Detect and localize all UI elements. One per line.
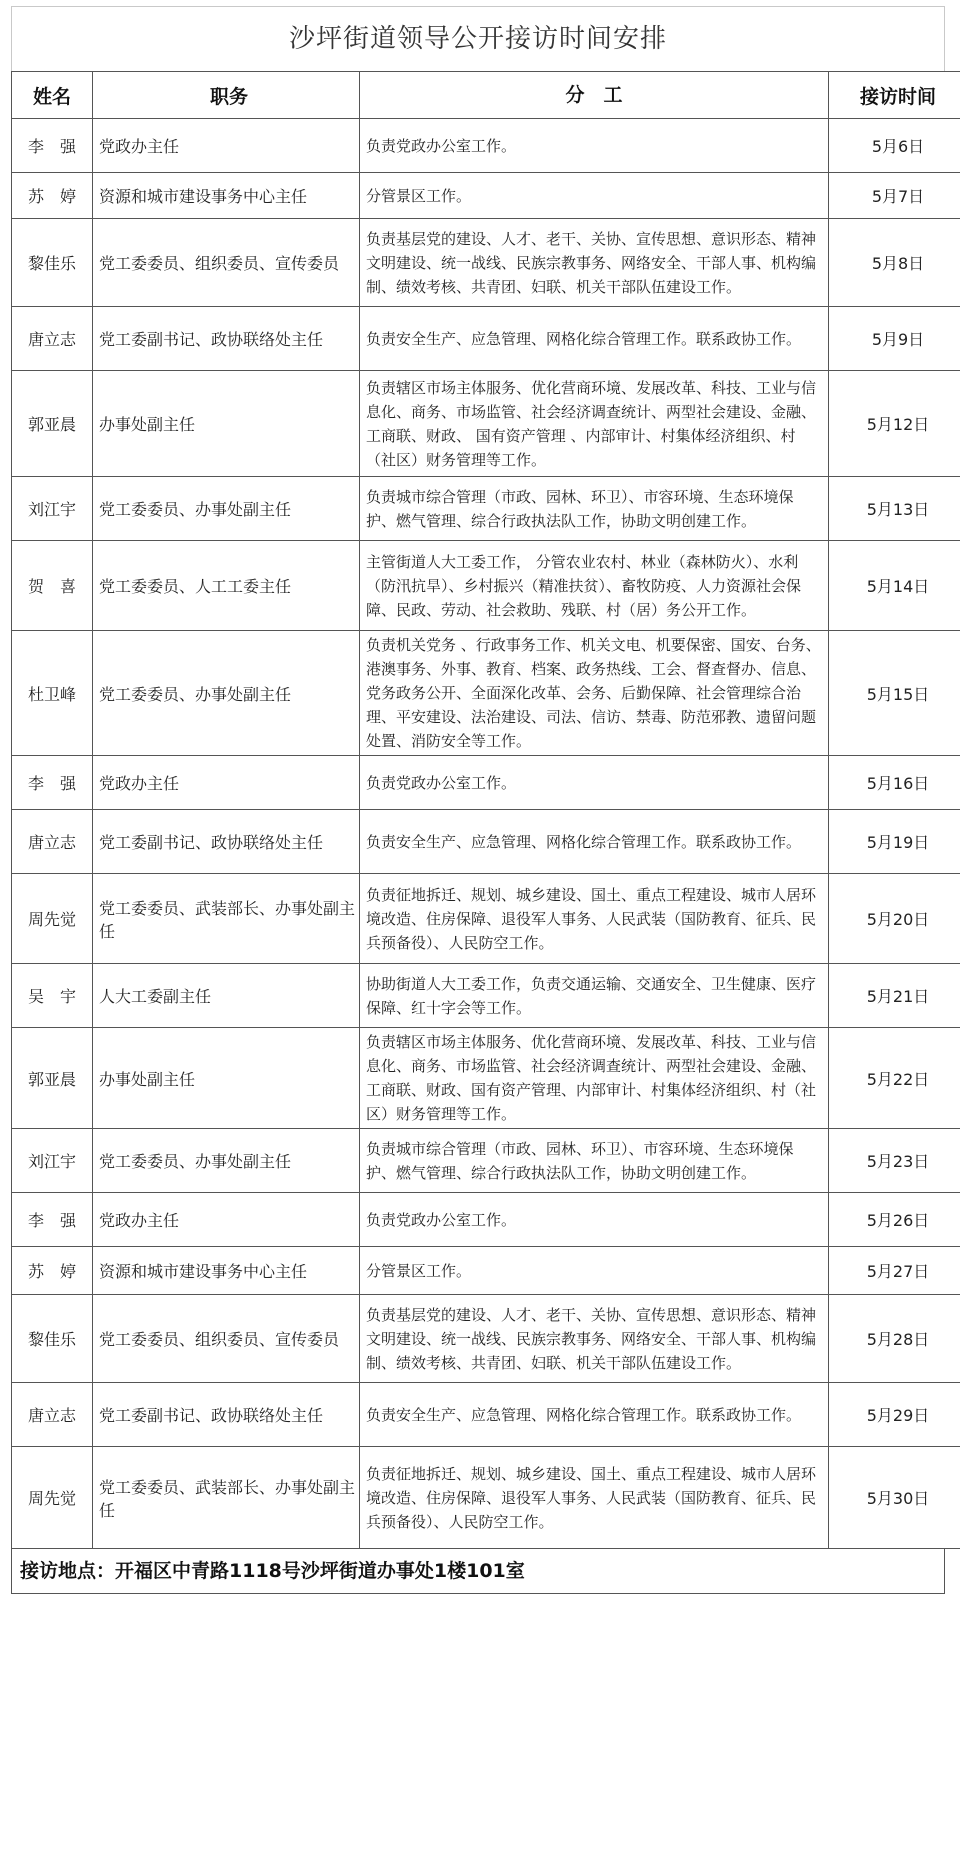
- cell-duty: 资源和城市建设事务中心主任: [93, 173, 360, 219]
- cell-time: 5月12日: [829, 371, 960, 477]
- cell-name: 黎佳乐: [12, 219, 93, 307]
- cell-time: 5月26日: [829, 1193, 960, 1247]
- table-row: [12, 307, 960, 371]
- cell-time: 5月8日: [829, 219, 960, 307]
- cell-name: 郭亚晨: [12, 371, 93, 477]
- table-row: [12, 1028, 960, 1129]
- cell-work: 负责征地拆迁、规划、城乡建设、国土、重点工程建设、城市人居环境改造、住房保障、退役军人事务、人民武装（国防教育、征兵、民兵预备役）、人民防空工作。: [360, 874, 829, 964]
- cell-time: 5月9日: [829, 307, 960, 371]
- cell-name: 唐立志: [12, 1383, 93, 1447]
- cell-work: 负责安全生产、应急管理、网格化综合管理工作。联系政协工作。: [360, 1383, 829, 1447]
- cell-duty: 党工委副书记、政协联络处主任: [93, 810, 360, 874]
- schedule-table: [11, 71, 960, 1549]
- table-row: [12, 173, 960, 219]
- cell-time: 5月29日: [829, 1383, 960, 1447]
- cell-name: 杜卫峰: [12, 631, 93, 756]
- cell-work: 分管景区工作。: [360, 173, 829, 219]
- cell-work: 负责城市综合管理（市政、园林、环卫）、市容环境、生态环境保护、燃气管理、综合行政执法队工作，协助文明创建工作。: [360, 477, 829, 541]
- table-row: [12, 371, 960, 477]
- cell-duty: 党工委委员、组织委员、宣传委员: [93, 1295, 360, 1383]
- table-row: [12, 631, 960, 756]
- cell-duty: 党工委副书记、政协联络处主任: [93, 307, 360, 371]
- table-row: [12, 1129, 960, 1193]
- table-row: [12, 477, 960, 541]
- cell-duty: 党工委委员、办事处副主任: [93, 631, 360, 756]
- table-row: [12, 1383, 960, 1447]
- cell-duty: 党政办主任: [93, 1193, 360, 1247]
- table-row: [12, 756, 960, 810]
- cell-duty: 党工委委员、武装部长、办事处副主任: [93, 874, 360, 964]
- cell-time: 5月14日: [829, 541, 960, 631]
- cell-time: 5月30日: [829, 1447, 960, 1549]
- table-row: [12, 1247, 960, 1295]
- cell-time: 5月20日: [829, 874, 960, 964]
- cell-work: 负责党政办公室工作。: [360, 1193, 829, 1247]
- cell-work: 负责安全生产、应急管理、网格化综合管理工作。联系政协工作。: [360, 307, 829, 371]
- cell-work: 负责党政办公室工作。: [360, 756, 829, 810]
- cell-duty: 党工委委员、武装部长、办事处副主任: [93, 1447, 360, 1549]
- cell-work: 负责基层党的建设、人才、老干、关协、宣传思想、意识形态、精神文明建设、统一战线、民族宗教事务、网络安全、干部人事、机构编制、绩效考核、共青团、妇联、机关干部队伍建设工作。: [360, 219, 829, 307]
- table-body: [12, 119, 960, 1549]
- header-name: 姓名: [12, 72, 93, 119]
- cell-name: 李 强: [12, 119, 93, 173]
- table-row: [12, 1295, 960, 1383]
- cell-duty: 党工委委员、办事处副主任: [93, 1129, 360, 1193]
- cell-name: 周先觉: [12, 1447, 93, 1549]
- cell-work: 负责辖区市场主体服务、优化营商环境、发展改革、科技、工业与信息化、商务、市场监管、社会经济调查统计、两型社会建设、金融、工商联、财政、 国有资产管理 、内部审计、村集体经济组织、村（社区）财务管理等工作。: [360, 371, 829, 477]
- table-row: [12, 1447, 960, 1549]
- cell-work: 负责安全生产、应急管理、网格化综合管理工作。联系政协工作。: [360, 810, 829, 874]
- cell-duty: 党工委副书记、政协联络处主任: [93, 1383, 360, 1447]
- table-row: [12, 219, 960, 307]
- table-row: [12, 119, 960, 173]
- cell-work: 负责辖区市场主体服务、优化营商环境、发展改革、科技、工业与信息化、商务、市场监管、社会经济调查统计、两型社会建设、金融、工商联、财政、国有资产管理、内部审计、村集体经济组织、村（社区）财务管理等工作。: [360, 1028, 829, 1129]
- header-time: 接访时间: [829, 72, 960, 119]
- cell-name: 贺 喜: [12, 541, 93, 631]
- cell-name: 郭亚晨: [12, 1028, 93, 1129]
- table-row: [12, 964, 960, 1028]
- table-row: [12, 1193, 960, 1247]
- cell-work: 负责城市综合管理（市政、园林、环卫）、市容环境、生态环境保护、燃气管理、综合行政执法队工作，协助文明创建工作。: [360, 1129, 829, 1193]
- cell-time: 5月19日: [829, 810, 960, 874]
- cell-name: 苏 婷: [12, 1247, 93, 1295]
- schedule-sheet: [11, 6, 945, 1854]
- cell-work: 负责机关党务 、行政事务工作、机关文电、机要保密、国安、台务、港澳事务、外事、教育、档案、政务热线、工会、督查督办、信息、党务政务公开、全面深化改革、会务、后勤保障、社会管理综合治理、平安建设、法治建设、司法、信访、禁毒、防范邪教、遗留问题处置、消防安全等工作。: [360, 631, 829, 756]
- table-row: [12, 874, 960, 964]
- cell-duty: 党政办主任: [93, 756, 360, 810]
- cell-duty: 党工委委员、组织委员、宣传委员: [93, 219, 360, 307]
- cell-time: 5月16日: [829, 756, 960, 810]
- cell-duty: 党政办主任: [93, 119, 360, 173]
- cell-name: 周先觉: [12, 874, 93, 964]
- cell-time: 5月21日: [829, 964, 960, 1028]
- cell-time: 5月13日: [829, 477, 960, 541]
- cell-name: 黎佳乐: [12, 1295, 93, 1383]
- cell-duty: 资源和城市建设事务中心主任: [93, 1247, 360, 1295]
- cell-work: 负责党政办公室工作。: [360, 119, 829, 173]
- cell-name: 吴 宇: [12, 964, 93, 1028]
- cell-time: 5月7日: [829, 173, 960, 219]
- cell-duty: 党工委委员、人工工委主任: [93, 541, 360, 631]
- cell-duty: 办事处副主任: [93, 1028, 360, 1129]
- cell-time: 5月27日: [829, 1247, 960, 1295]
- cell-time: 5月6日: [829, 119, 960, 173]
- table-header-row: [12, 72, 960, 119]
- cell-work: 协助街道人大工委工作，负责交通运输、交通安全、卫生健康、医疗保障、红十字会等工作。: [360, 964, 829, 1028]
- page-title: 沙坪街道领导公开接访时间安排: [11, 6, 945, 71]
- cell-name: 唐立志: [12, 810, 93, 874]
- cell-time: 5月28日: [829, 1295, 960, 1383]
- cell-work: 负责征地拆迁、规划、城乡建设、国土、重点工程建设、城市人居环境改造、住房保障、退役军人事务、人民武装（国防教育、征兵、民兵预备役）、人民防空工作。: [360, 1447, 829, 1549]
- cell-name: 唐立志: [12, 307, 93, 371]
- cell-duty: 人大工委副主任: [93, 964, 360, 1028]
- cell-work: 主管街道人大工委工作， 分管农业农村、林业（森林防火）、水利（防汛抗旱）、乡村振兴（精准扶贫）、畜牧防疫、人力资源社会保障、民政、劳动、社会救助、残联、村（居）务公开工作。: [360, 541, 829, 631]
- cell-work: 负责基层党的建设、人才、老干、关协、宣传思想、意识形态、精神文明建设、统一战线、民族宗教事务、网络安全、干部人事、机构编制、绩效考核、共青团、妇联、机关干部队伍建设工作。: [360, 1295, 829, 1383]
- cell-time: 5月22日: [829, 1028, 960, 1129]
- cell-name: 李 强: [12, 1193, 93, 1247]
- cell-time: 5月15日: [829, 631, 960, 756]
- header-work: 分 工: [360, 72, 829, 119]
- header-duty: 职务: [93, 72, 360, 119]
- table-row: [12, 541, 960, 631]
- cell-name: 刘江宇: [12, 477, 93, 541]
- cell-name: 苏 婷: [12, 173, 93, 219]
- cell-time: 5月23日: [829, 1129, 960, 1193]
- cell-duty: 办事处副主任: [93, 371, 360, 477]
- cell-name: 李 强: [12, 756, 93, 810]
- table-row: [12, 810, 960, 874]
- visit-location: 接访地点：开福区中青路1118号沙坪街道办事处1楼101室: [11, 1549, 945, 1594]
- cell-name: 刘江宇: [12, 1129, 93, 1193]
- cell-duty: 党工委委员、办事处副主任: [93, 477, 360, 541]
- cell-work: 分管景区工作。: [360, 1247, 829, 1295]
